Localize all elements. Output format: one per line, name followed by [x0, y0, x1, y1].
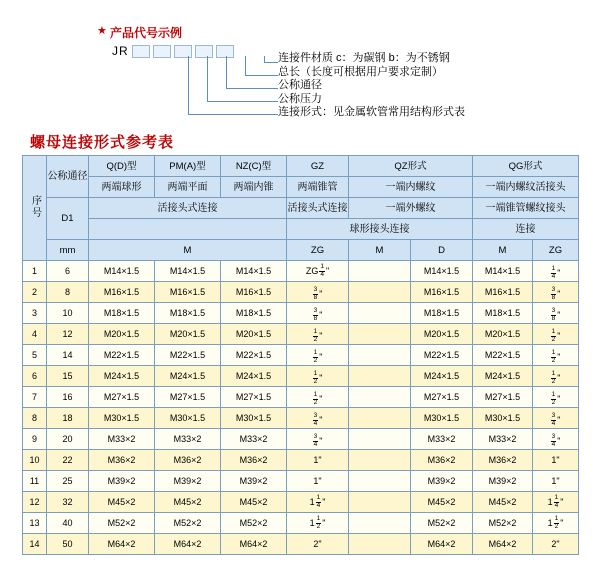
cell-pm-m: M36×2 — [155, 450, 221, 471]
table-row — [23, 450, 579, 471]
product-code-legend — [0, 0, 600, 125]
cell-qg-m: M64×2 — [473, 534, 533, 555]
cell-pm-m: M22×1.5 — [155, 345, 221, 366]
cell-dn: 32 — [47, 492, 89, 513]
cell-qd-m: M24×1.5 — [89, 366, 155, 387]
cell-qg-zg: $\frac{1}{2}$ " — [533, 345, 579, 366]
cell-no: 8 — [23, 408, 47, 429]
cell-qg-zg: 1 $\frac{1}{4}$ " — [533, 492, 579, 513]
header-unit-m3: M — [473, 240, 533, 261]
cell-no: 5 — [23, 345, 47, 366]
cell-qz-d: M64×2 — [411, 534, 473, 555]
legend-label-1: 总长（长度可根据用户要求定制） — [278, 65, 443, 78]
cell-nz-m: M36×2 — [221, 450, 287, 471]
cell-dn: 10 — [47, 303, 89, 324]
cell-dn: 18 — [47, 408, 89, 429]
cell-pm-m: M30×1.5 — [155, 408, 221, 429]
cell-pm-m: M18×1.5 — [155, 303, 221, 324]
header-dn: 公称通径 — [47, 156, 89, 198]
cell-qg-zg: 2" — [533, 534, 579, 555]
cell-qg-m: M33×2 — [473, 429, 533, 450]
cell-pm-m: M64×2 — [155, 534, 221, 555]
cell-qg-zg: $\frac{3}{8}$ " — [533, 282, 579, 303]
table-row — [23, 261, 579, 282]
header-group-1: PM(A)型 — [155, 156, 221, 177]
cell-qz-d: M27×1.5 — [411, 387, 473, 408]
cell-dn: 14 — [47, 345, 89, 366]
cell-dn: 22 — [47, 450, 89, 471]
header-sub-2: 两端内锥 — [221, 177, 287, 198]
cell-no: 4 — [23, 324, 47, 345]
header-row4-gz: 球形接头连接 — [287, 219, 473, 240]
cell-qg-m: M52×2 — [473, 513, 533, 534]
cell-qg-zg: $\frac{1}{2}$ " — [533, 387, 579, 408]
cell-qz-d: M39×2 — [411, 471, 473, 492]
header-unit-m2: M — [349, 240, 411, 261]
cell-qz-d: M24×1.5 — [411, 366, 473, 387]
cell-dn: 16 — [47, 387, 89, 408]
legend-title: 产品代号示例 — [110, 26, 183, 40]
cell-qd-m: M33×2 — [89, 429, 155, 450]
cell-dn: 8 — [47, 282, 89, 303]
table-header-row-5 — [23, 240, 579, 261]
cell-gz-zg: $\frac{1}{2}$ " — [287, 387, 349, 408]
cell-pm-m: M52×2 — [155, 513, 221, 534]
header-unit-zg: ZG — [287, 240, 349, 261]
header-sub-3: 两端锥管 — [287, 177, 349, 198]
cell-qd-m: M30×1.5 — [89, 408, 155, 429]
cell-qd-m: M20×1.5 — [89, 324, 155, 345]
cell-gz-zg: 2" — [287, 534, 349, 555]
cell-gz-zg: ZG $\frac{1}{4}$ " — [287, 261, 349, 282]
cell-qg-zg: $\frac{1}{2}$ " — [533, 324, 579, 345]
cell-no: 9 — [23, 429, 47, 450]
cell-qz-d: M20×1.5 — [411, 324, 473, 345]
cell-qz-d: M14×1.5 — [411, 261, 473, 282]
header-unit-m: M — [89, 240, 287, 261]
table-row — [23, 429, 579, 450]
cell-qz-m — [349, 429, 411, 450]
header-row4-blank — [89, 219, 287, 240]
cell-qz-m — [349, 450, 411, 471]
cell-qz-d: M36×2 — [411, 450, 473, 471]
table-row — [23, 492, 579, 513]
cell-qg-m: M22×1.5 — [473, 345, 533, 366]
header-sub-4: 一端内螺纹 — [349, 177, 473, 198]
cell-no: 14 — [23, 534, 47, 555]
table-header-row-2 — [23, 177, 579, 198]
cell-qz-m — [349, 345, 411, 366]
table-row — [23, 303, 579, 324]
cell-nz-m: M20×1.5 — [221, 324, 287, 345]
header-sub-1: 两端平面 — [155, 177, 221, 198]
leader-lines — [118, 56, 278, 122]
cell-qz-m — [349, 366, 411, 387]
cell-qd-m: M64×2 — [89, 534, 155, 555]
cell-pm-m: M27×1.5 — [155, 387, 221, 408]
cell-gz-zg: 1 $\frac{1}{2}$ " — [287, 513, 349, 534]
cell-no: 3 — [23, 303, 47, 324]
cell-qz-m — [349, 513, 411, 534]
header-sub-0: 两端球形 — [89, 177, 155, 198]
cell-qz-d: M52×2 — [411, 513, 473, 534]
cell-dn: 15 — [47, 366, 89, 387]
table-row — [23, 471, 579, 492]
table-row — [23, 513, 579, 534]
header-group-5: QG形式 — [473, 156, 579, 177]
cell-nz-m: M45×2 — [221, 492, 287, 513]
table-header-row-1 — [23, 156, 579, 177]
header-unit-d: D — [411, 240, 473, 261]
cell-nz-m: M14×1.5 — [221, 261, 287, 282]
cell-dn: 12 — [47, 324, 89, 345]
cell-qz-m — [349, 492, 411, 513]
cell-qz-d: M22×1.5 — [411, 345, 473, 366]
header-unit-mm: mm — [47, 240, 89, 261]
cell-dn: 25 — [47, 471, 89, 492]
cell-pm-m: M20×1.5 — [155, 324, 221, 345]
cell-no: 13 — [23, 513, 47, 534]
cell-qg-zg: $\frac{3}{4}$ " — [533, 408, 579, 429]
cell-pm-m: M33×2 — [155, 429, 221, 450]
cell-nz-m: M22×1.5 — [221, 345, 287, 366]
cell-no: 11 — [23, 471, 47, 492]
cell-qd-m: M45×2 — [89, 492, 155, 513]
cell-qz-d: M45×2 — [411, 492, 473, 513]
cell-nz-m: M24×1.5 — [221, 366, 287, 387]
cell-nz-m: M16×1.5 — [221, 282, 287, 303]
cell-qg-m: M36×2 — [473, 450, 533, 471]
header-group-2: NZ(C)型 — [221, 156, 287, 177]
cell-dn: 6 — [47, 261, 89, 282]
code-prefix: JR — [112, 44, 129, 58]
cell-nz-m: M18×1.5 — [221, 303, 287, 324]
cell-dn: 40 — [47, 513, 89, 534]
header-group-3: GZ — [287, 156, 349, 177]
legend-label-3: 公称压力 — [278, 92, 322, 105]
cell-qg-m: M18×1.5 — [473, 303, 533, 324]
header-row4-qg: 连接 — [473, 219, 579, 240]
table-row — [23, 408, 579, 429]
cell-pm-m: M45×2 — [155, 492, 221, 513]
cell-qz-m — [349, 303, 411, 324]
cell-qd-m: M39×2 — [89, 471, 155, 492]
cell-gz-zg: $\frac{3}{8}$ " — [287, 303, 349, 324]
cell-no: 6 — [23, 366, 47, 387]
header-row3-left: 活接头式连接 — [89, 198, 287, 219]
cell-qd-m: M16×1.5 — [89, 282, 155, 303]
cell-qd-m: M27×1.5 — [89, 387, 155, 408]
cell-qg-m: M24×1.5 — [473, 366, 533, 387]
table-row — [23, 534, 579, 555]
section-title: 螺母连接形式参考表 — [30, 134, 175, 151]
cell-qd-m: M14×1.5 — [89, 261, 155, 282]
cell-gz-zg: $\frac{1}{2}$ " — [287, 324, 349, 345]
star-icon: ★ — [97, 25, 107, 37]
cell-pm-m: M39×2 — [155, 471, 221, 492]
cell-qg-m: M30×1.5 — [473, 408, 533, 429]
cell-gz-zg: $\frac{3}{8}$ " — [287, 282, 349, 303]
header-group-4: QZ形式 — [349, 156, 473, 177]
cell-qz-m — [349, 261, 411, 282]
cell-qz-m — [349, 324, 411, 345]
header-row3-gz: 活接头式连接 — [287, 198, 349, 219]
legend-label-list — [278, 52, 465, 120]
table-row — [23, 324, 579, 345]
cell-qg-zg: $\frac{1}{4}$ " — [533, 261, 579, 282]
cell-qd-m: M18×1.5 — [89, 303, 155, 324]
cell-qg-m: M16×1.5 — [473, 282, 533, 303]
header-row3-qz: 一端外螺纹 — [349, 198, 473, 219]
cell-qd-m: M36×2 — [89, 450, 155, 471]
cell-qg-zg: $\frac{3}{4}$ " — [533, 429, 579, 450]
cell-no: 1 — [23, 261, 47, 282]
cell-nz-m: M64×2 — [221, 534, 287, 555]
cell-gz-zg: $\frac{1}{2}$ " — [287, 345, 349, 366]
cell-pm-m: M16×1.5 — [155, 282, 221, 303]
cell-qg-zg: 1" — [533, 471, 579, 492]
cell-qz-d: M16×1.5 — [411, 282, 473, 303]
table-header-row-4 — [23, 219, 579, 240]
header-row3-qg: 一端锥管螺纹接头 — [473, 198, 579, 219]
cell-qg-m: M45×2 — [473, 492, 533, 513]
cell-qg-zg: 1" — [533, 450, 579, 471]
header-sub-5: 一端内螺纹活接头 — [473, 177, 579, 198]
cell-qz-d: M33×2 — [411, 429, 473, 450]
cell-nz-m: M39×2 — [221, 471, 287, 492]
cell-qg-m: M39×2 — [473, 471, 533, 492]
cell-qz-d: M18×1.5 — [411, 303, 473, 324]
cell-nz-m: M33×2 — [221, 429, 287, 450]
cell-dn: 50 — [47, 534, 89, 555]
cell-nz-m: M27×1.5 — [221, 387, 287, 408]
cell-gz-zg: $\frac{1}{2}$ " — [287, 366, 349, 387]
cell-qz-m — [349, 408, 411, 429]
legend-label-4: 连接形式：见金属软管常用结构形式表 — [278, 106, 465, 119]
cell-qg-zg: $\frac{3}{8}$ " — [533, 303, 579, 324]
cell-dn: 20 — [47, 429, 89, 450]
table-header-row-3 — [23, 198, 579, 219]
cell-gz-zg: 1" — [287, 450, 349, 471]
cell-qg-m: M20×1.5 — [473, 324, 533, 345]
cell-gz-zg: $\frac{3}{4}$ " — [287, 429, 349, 450]
legend-label-0: 连接件材质 c：为碳钢 b：为不锈钢 — [278, 52, 450, 64]
cell-no: 2 — [23, 282, 47, 303]
cell-gz-zg: 1 $\frac{1}{4}$ " — [287, 492, 349, 513]
cell-qz-m — [349, 282, 411, 303]
cell-qg-m: M14×1.5 — [473, 261, 533, 282]
table-row — [23, 282, 579, 303]
cell-gz-zg: $\frac{3}{4}$ " — [287, 408, 349, 429]
cell-no: 12 — [23, 492, 47, 513]
cell-qg-zg: 1 $\frac{1}{2}$ " — [533, 513, 579, 534]
cell-qz-m — [349, 471, 411, 492]
cell-nz-m: M30×1.5 — [221, 408, 287, 429]
table-row — [23, 345, 579, 366]
header-group-0: Q(D)型 — [89, 156, 155, 177]
header-dn-d1: D1 — [47, 198, 89, 240]
cell-qg-zg: $\frac{1}{2}$ " — [533, 366, 579, 387]
cell-no: 10 — [23, 450, 47, 471]
cell-gz-zg: 1" — [287, 471, 349, 492]
nut-connection-spec-table — [22, 155, 579, 555]
table-row — [23, 366, 579, 387]
cell-pm-m: M24×1.5 — [155, 366, 221, 387]
cell-no: 7 — [23, 387, 47, 408]
table-row — [23, 387, 579, 408]
header-index: 序号 — [23, 156, 47, 261]
cell-qd-m: M22×1.5 — [89, 345, 155, 366]
header-unit-zg2: ZG — [533, 240, 579, 261]
cell-nz-m: M52×2 — [221, 513, 287, 534]
cell-qz-d: M30×1.5 — [411, 408, 473, 429]
cell-qz-m — [349, 534, 411, 555]
legend-label-2: 公称通径 — [278, 79, 322, 92]
cell-pm-m: M14×1.5 — [155, 261, 221, 282]
cell-qz-m — [349, 387, 411, 408]
cell-qg-m: M27×1.5 — [473, 387, 533, 408]
cell-qd-m: M52×2 — [89, 513, 155, 534]
